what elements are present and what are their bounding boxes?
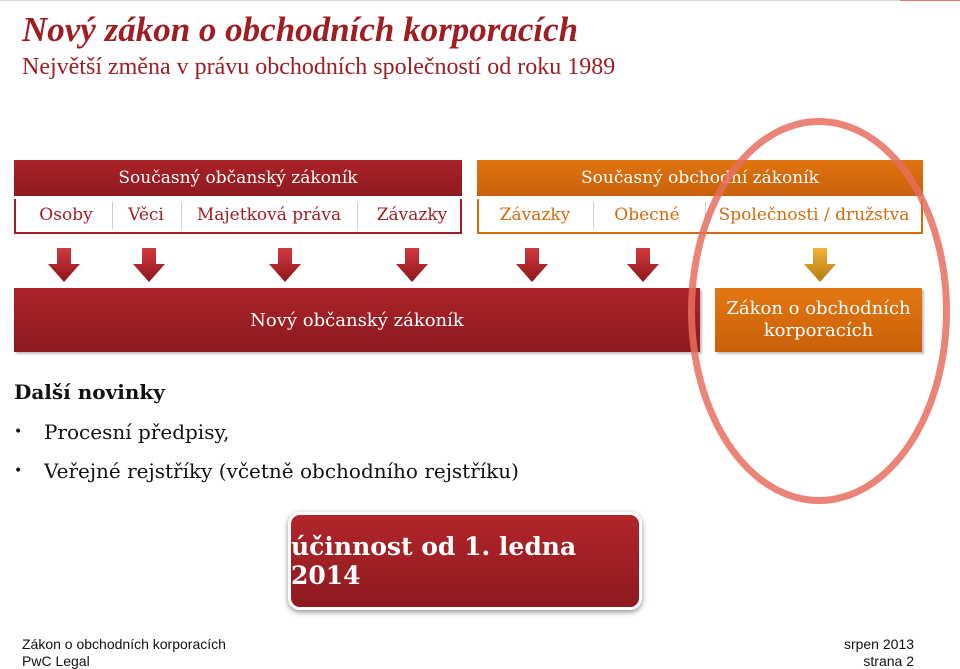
down-arrow-icon <box>396 248 428 282</box>
bullet-dot-icon: • <box>14 424 23 440</box>
slide-subtitle: Největší změna v právu obchodních společností od roku 1989 <box>22 54 616 80</box>
commercial-code-items <box>477 199 923 234</box>
news-bullet <box>14 420 229 444</box>
separator <box>181 202 182 229</box>
news-heading: Další novinky <box>14 380 165 404</box>
new-corporations-act-line1: Zákon o obchodních <box>726 298 911 319</box>
civil-item-persons: Osoby <box>39 205 93 225</box>
footer-doc-title: Zákon o obchodních korporacích <box>22 636 226 652</box>
new-civil-code-label: Nový občanský zákoník <box>250 309 464 331</box>
bullet-dot-icon: • <box>14 463 23 479</box>
effective-date-box <box>288 512 642 610</box>
civil-code-header: Současný občanský zákoník <box>14 160 462 198</box>
down-arrow-icon <box>48 248 80 282</box>
civil-item-things: Věci <box>128 205 164 225</box>
civil-item-obligations: Závazky <box>376 205 448 225</box>
separator <box>112 202 113 229</box>
separator <box>593 202 594 229</box>
news-bullet-text: Procesní předpisy, <box>44 420 230 444</box>
down-arrow-icon <box>133 248 165 282</box>
footer-page-number: strana 2 <box>863 653 914 669</box>
commercial-item-companies: Společnosti / družstva <box>718 205 910 225</box>
civil-item-property-rights: Majetková práva <box>196 205 342 225</box>
new-corporations-act-line2: korporacích <box>763 320 874 341</box>
commercial-item-obligations: Závazky <box>499 205 571 225</box>
slide-title: Nový zákon o obchodních korporacích <box>22 10 579 49</box>
top-divider <box>0 0 900 1</box>
new-corporations-act-box <box>715 288 922 352</box>
effective-date-label: účinnost od 1. ledna 2014 <box>291 532 577 590</box>
down-arrow-icon <box>516 248 548 282</box>
top-divider-accent <box>900 0 960 1</box>
footer-date: srpen 2013 <box>843 636 914 652</box>
separator <box>705 202 706 229</box>
down-arrow-icon <box>269 248 301 282</box>
footer-company: PwC Legal <box>22 653 90 669</box>
commercial-item-general: Obecné <box>614 205 680 225</box>
new-civil-code-box <box>14 288 700 352</box>
down-arrow-icon <box>627 248 659 282</box>
civil-code-items <box>14 199 462 234</box>
news-bullet <box>14 459 519 483</box>
down-arrow-icon <box>804 248 836 282</box>
commercial-code-header: Současný obchodní zákoník <box>477 160 923 198</box>
separator <box>357 202 358 229</box>
news-bullet-text: Veřejné rejstříky (včetně obchodního rejstříku) <box>44 459 519 483</box>
